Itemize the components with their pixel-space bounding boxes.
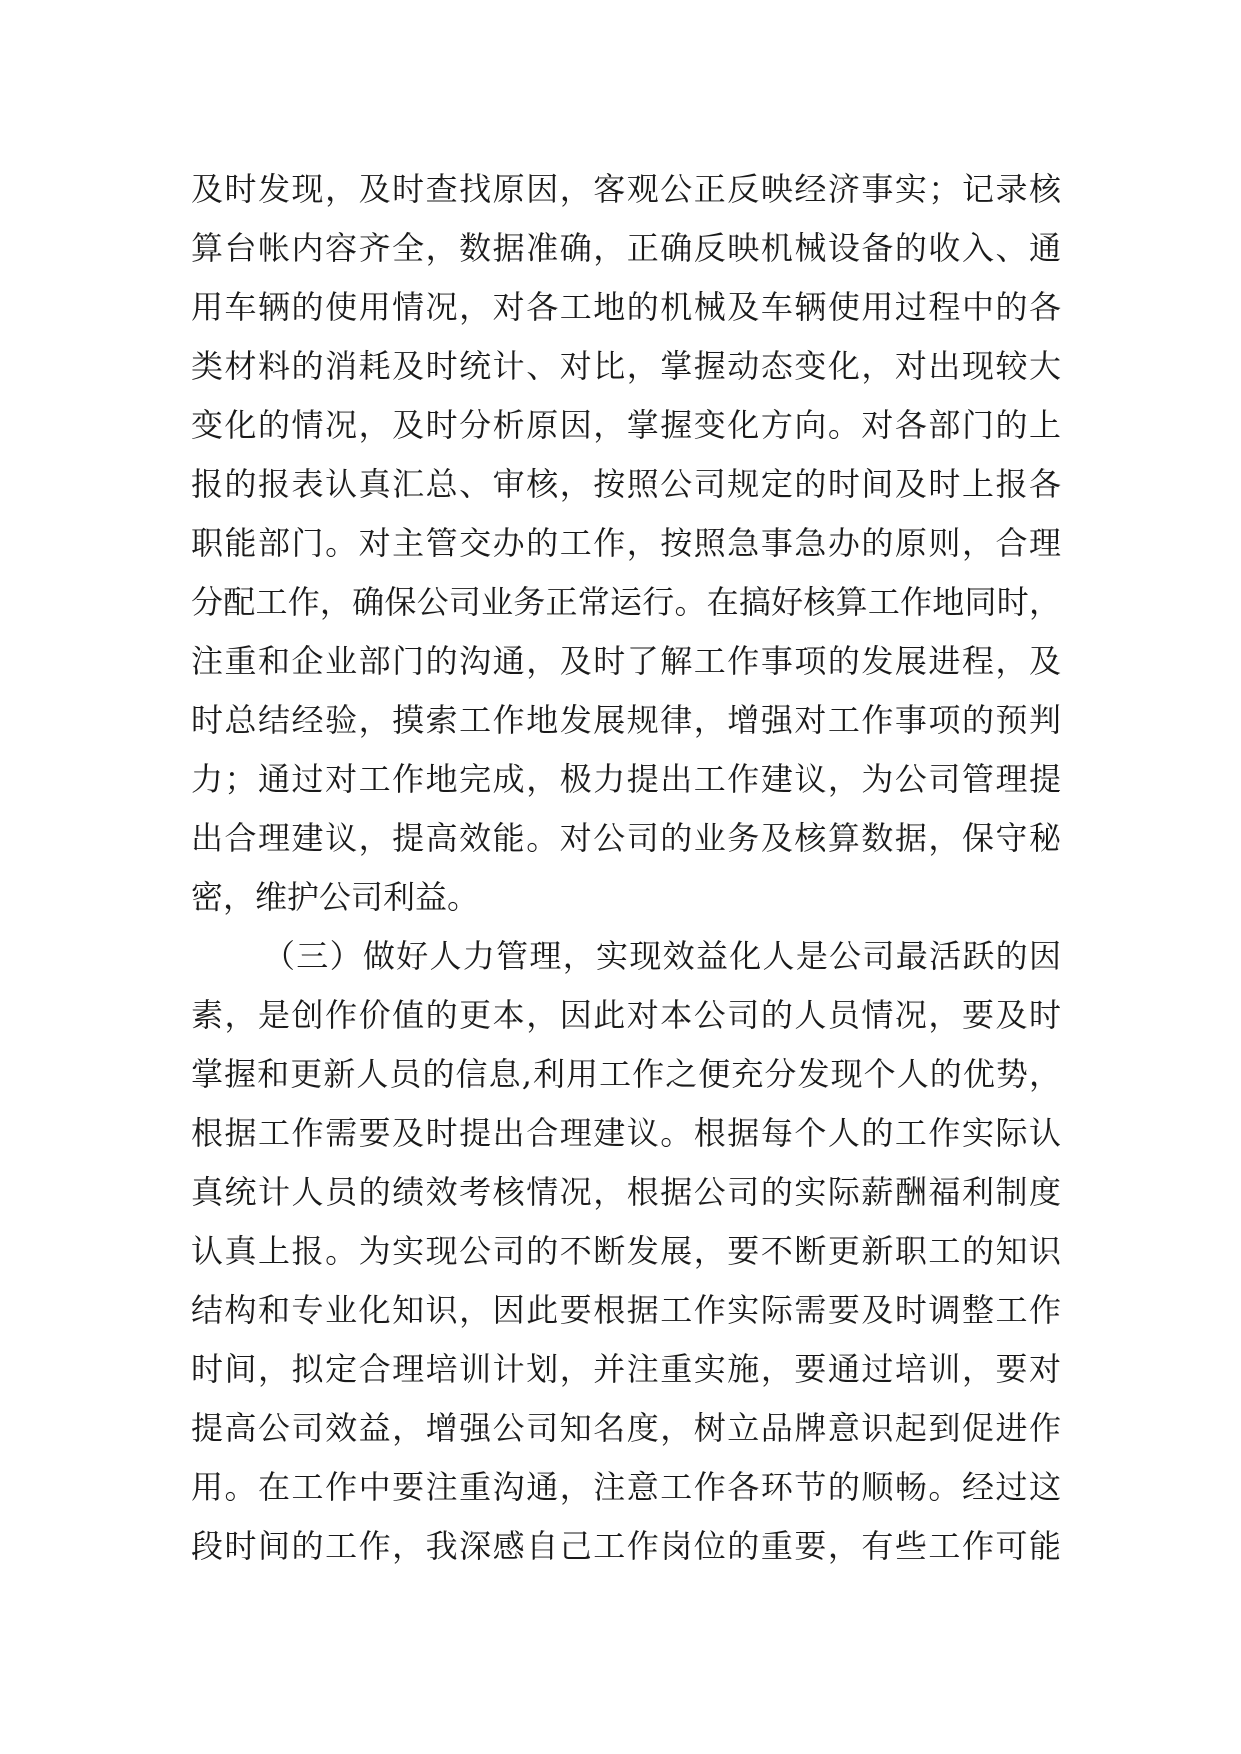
text-line: 根据工作需要及时提出合理建议。根据每个人的工作实际认 <box>191 1114 1061 1152</box>
text-line: 真统计人员的绩效考核情况，根据公司的实际薪酬福利制度 <box>191 1173 1061 1211</box>
text-line: 段时间的工作，我深感自己工作岗位的重要，有些工作可能 <box>191 1527 1061 1565</box>
text-line: 变化的情况，及时分析原因，掌握变化方向。对各部门的上 <box>191 406 1061 444</box>
text-line: 注重和企业部门的沟通，及时了解工作事项的发展进程，及 <box>191 642 1061 680</box>
section-heading-line: （三）做好人力管理，实现效益化人是公司最活跃的因 <box>263 937 1061 975</box>
text-line: 分配工作，确保公司业务正常运行。在搞好核算工作地同时， <box>191 583 1061 621</box>
text-line: 用。在工作中要注重沟通，注意工作各环节的顺畅。经过这 <box>191 1468 1061 1506</box>
text-line: 出合理建议，提高效能。对公司的业务及核算数据，保守秘 <box>191 819 1061 857</box>
text-line: 职能部门。对主管交办的工作，按照急事急办的原则，合理 <box>191 524 1061 562</box>
text-line: 报的报表认真汇总、审核，按照公司规定的时间及时上报各 <box>191 465 1061 503</box>
text-line: 提高公司效益，增强公司知名度，树立品牌意识起到促进作 <box>191 1409 1061 1447</box>
text-line: 力；通过对工作地完成，极力提出工作建议，为公司管理提 <box>191 760 1061 798</box>
text-line: 时总结经验，摸索工作地发展规律，增强对工作事项的预判 <box>191 701 1061 739</box>
text-line: 掌握和更新人员的信息,利用工作之便充分发现个人的优势， <box>191 1055 1061 1093</box>
body-text <box>191 160 1061 1576</box>
text-line: 类材料的消耗及时统计、对比，掌握动态变化，对出现较大 <box>191 347 1061 385</box>
paragraph-end-line: 密，维护公司利益。 <box>191 878 480 916</box>
text-line: 素，是创作价值的更本，因此对本公司的人员情况，要及时 <box>191 996 1061 1034</box>
text-line: 结构和专业化知识，因此要根据工作实际需要及时调整工作 <box>191 1291 1061 1329</box>
text-line: 及时发现，及时查找原因，客观公正反映经济事实；记录核 <box>191 170 1061 208</box>
text-line: 认真上报。为实现公司的不断发展，要不断更新职工的知识 <box>191 1232 1061 1270</box>
text-line: 时间，拟定合理培训计划，并注重实施，要通过培训，要对 <box>191 1350 1061 1388</box>
text-line: 算台帐内容齐全，数据准确，正确反映机械设备的收入、通 <box>191 229 1061 267</box>
text-line: 用车辆的使用情况，对各工地的机械及车辆使用过程中的各 <box>191 288 1061 326</box>
